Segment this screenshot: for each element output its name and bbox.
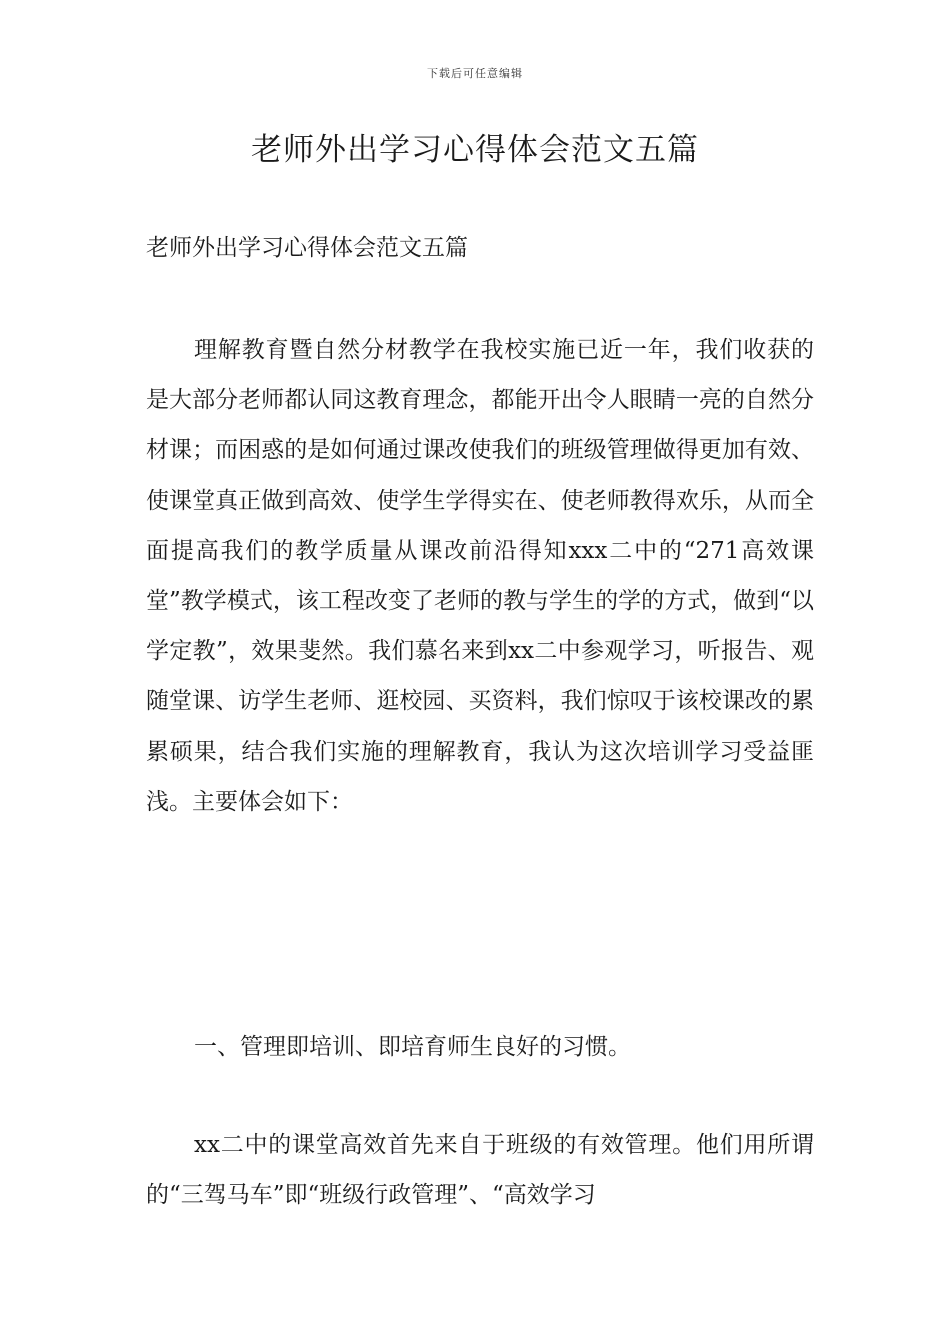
section-paragraph: xx二中的课堂高效首先来自于班级的有效管理。他们用所谓的“三驾马车”即“班级行政管理”、“高效学习 [146, 1132, 814, 1209]
intro-paragraph: 理解教育暨自然分材教学在我校实施已近一年，我们收获的是大部分老师都认同这教育理念，都能开出令人眼睛一亮的自然分材课；而困惑的是如何通过课改使我们的班级管理做得更加有效、使课堂真正做到高效、使学生学得实在、使老师教得欢乐，从而全面提高我们的教学质量从课改前沿得知xxx二中的“271高效课堂”教学模式，该工程改变了老师的教与学生的学的方式，做到“以学定教”，效果斐然。我们慕名来到xx二中参观学习，听报告、观随堂课、访学生老师、逛校园、买资料，我们惊叹于该校课改的累累硕果，结合我们实施的理解教育，我认为这次培训学习受益匪浅。主要体会如下： [146, 337, 814, 815]
download-watermark: 下载后可任意编辑 [427, 67, 523, 80]
document-title: 老师外出学习心得体会范文五篇 [251, 132, 699, 168]
section-heading: 一、管理即培训、即培育师生良好的习惯。 [194, 1034, 631, 1060]
document-subtitle: 老师外出学习心得体会范文五篇 [146, 235, 468, 261]
